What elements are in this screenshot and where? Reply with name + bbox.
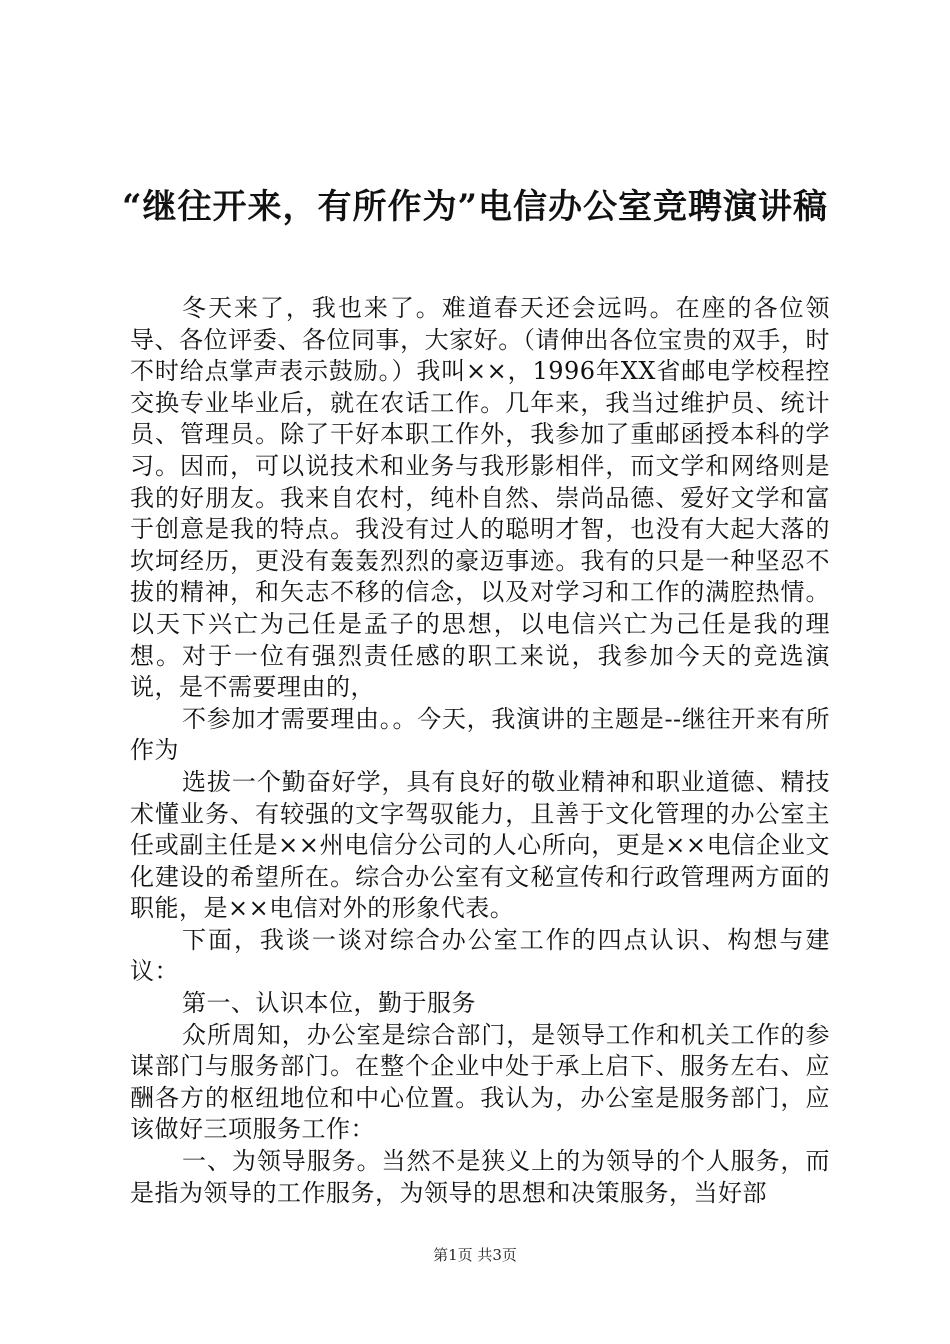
paragraph: 众所周知，办公室是综合部门，是领导工作和机关工作的参谋部门与服务部门。在整个企业中处于承上启下、服务左右、应酬各方的枢纽地位和中心位置。我认为，办公室是服务部门，应该做好三项服务工作：	[130, 1020, 830, 1144]
document-body	[130, 293, 830, 1209]
paragraph: 选拔一个勤奋好学，具有良好的敬业精神和职业道德、精技术懂业务、有较强的文字驾驭能力，且善于文化管理的办公室主任或副主任是××州电信分公司的人心所向，更是××电信企业文化建设的希望所在。综合办公室有文秘宣传和行政管理两方面的职能，是××电信对外的形象代表。	[130, 767, 830, 923]
page-number-footer: 第1页 共3页	[433, 1246, 517, 1264]
paragraph: 下面，我谈一谈对综合办公室工作的四点认识、构想与建议：	[130, 925, 830, 986]
paragraph: 一、为领导服务。当然不是狭义上的为领导的个人服务，而是指为领导的工作服务，为领导的思想和决策服务，当好部	[130, 1147, 830, 1207]
paragraph: 冬天来了，我也来了。难道春天还会远吗。在座的各位领导、各位评委、各位同事，大家好。（请伸出各位宝贵的双手，时不时给点掌声表示鼓励。）我叫××，1996年XX省邮电学校程控交换专业毕业后，就在农话工作。几年来，我当过维护员、统计员、管理员。除了干好本职工作外，我参加了重邮函授本科的学习。因而，可以说技术和业务与我形影相伴，而文学和网络则是我的好朋友。我来自农村，纯朴自然、崇尚品德、爱好文学和富于创意是我的特点。我没有过人的聪明才智，也没有大起大落的坎坷经历，更没有轰轰烈烈的豪迈事迹。我有的只是一种坚忍不拔的精神，和矢志不移的信念，以及对学习和工作的满腔热情。以天下兴亡为己任是孟子的思想，以电信兴亡为己任是我的理想。对于一位有强烈责任感的职工来说，我参加今天的竞选演说，是不需要理由的，	[130, 294, 830, 702]
section-heading: 第一、认识本位，勤于服务	[182, 989, 476, 1018]
document-title: “继往开来，有所作为”电信办公室竞聘演讲稿	[121, 187, 829, 227]
paragraph: 不参加才需要理由。。今天，我演讲的主题是--继往开来有所作为	[130, 704, 830, 765]
